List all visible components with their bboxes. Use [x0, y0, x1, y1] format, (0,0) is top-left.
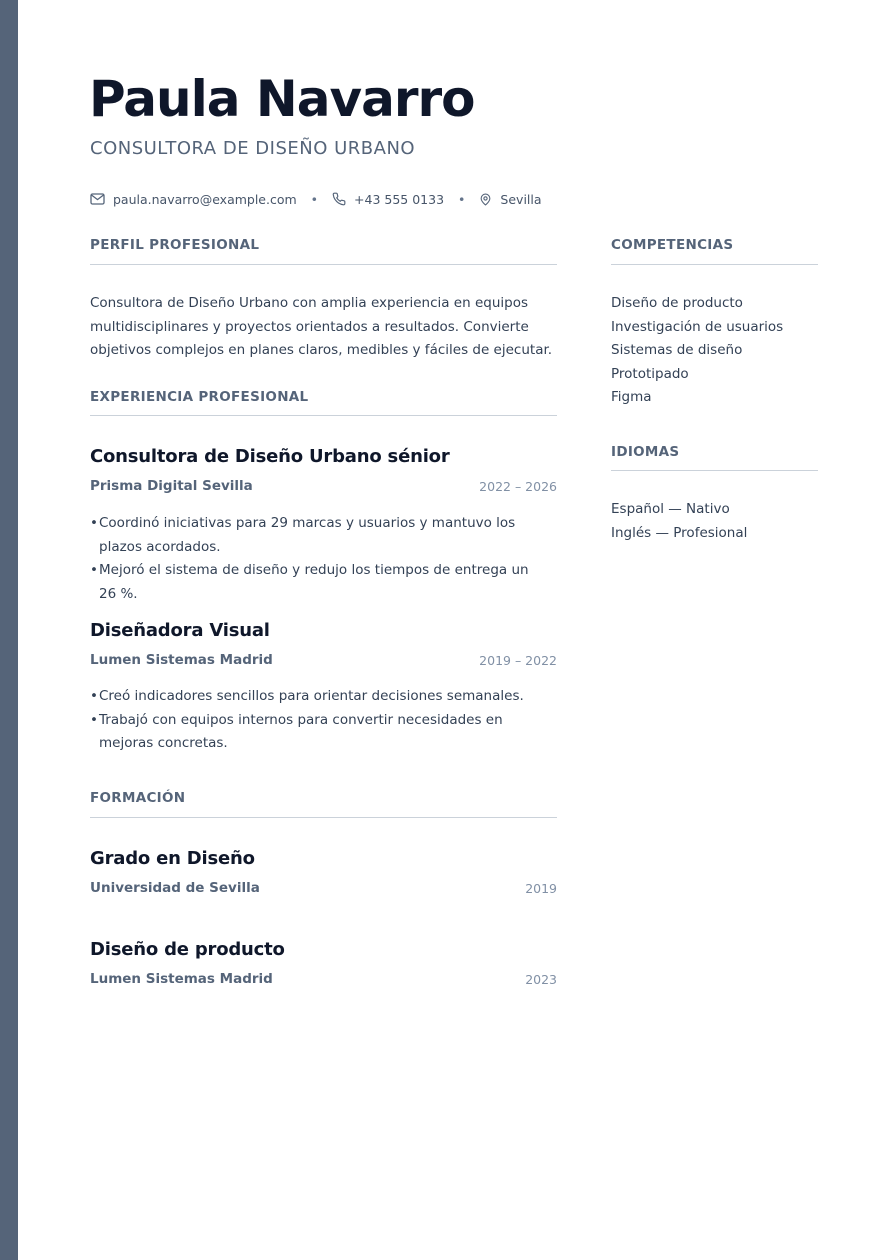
education-year: 2019	[525, 881, 557, 896]
location-text: Sevilla	[500, 191, 542, 207]
education-year: 2023	[525, 972, 557, 987]
skill-item: Figma	[611, 389, 652, 405]
phone-text: +43 555 0133	[354, 191, 445, 207]
job-company: Prisma Digital Sevilla	[90, 478, 253, 494]
section-title-experience: EXPERIENCIA PROFESIONAL	[90, 389, 309, 405]
languages-list	[611, 498, 747, 545]
contact-separator: •	[458, 191, 466, 207]
candidate-role: CONSULTORA DE DISEÑO URBANO	[90, 138, 416, 159]
skill-item: Sistemas de diseño	[611, 342, 743, 358]
skill-item: Investigación de usuarios	[611, 318, 784, 335]
mail-icon	[90, 193, 105, 205]
section-divider	[90, 415, 557, 416]
contact-line	[90, 190, 542, 208]
candidate-name: Paula Navarro	[89, 70, 475, 128]
language-item: Inglés — Profesional	[611, 524, 748, 541]
accent-sidebar-bar	[0, 0, 18, 1260]
job-title: Diseñadora Visual	[90, 620, 270, 641]
job-company: Lumen Sistemas Madrid	[90, 652, 273, 668]
section-title-education: FORMACIÓN	[90, 790, 186, 806]
section-title-languages: IDIOMAS	[611, 444, 680, 460]
education-degree: Diseño de producto	[90, 939, 285, 960]
job-bullet-list	[90, 685, 540, 756]
contact-separator: •	[310, 191, 319, 207]
job-title: Consultora de Diseño Urbano sénior	[90, 446, 450, 467]
job-bullet-list	[90, 512, 540, 606]
job-bullet: • Mejoró el sistema de diseño y redujo los tiempos de entrega un 26 %.	[90, 559, 540, 606]
section-title-profile: PERFIL PROFESIONAL	[90, 237, 260, 253]
contact-location	[479, 192, 541, 207]
profile-summary: Consultora de Diseño Urbano con amplia experiencia en equipos multidisciplinares y proyectos orientados a resultados. Convierte objetivos complejos en planes claros, medibles y fáciles de ejecutar.	[90, 295, 553, 358]
job-dates: 2022 – 2026	[479, 479, 557, 494]
email-text: paula.navarro@example.com	[113, 191, 297, 207]
education-degree: Grado en Diseño	[90, 848, 255, 869]
skill-item: Diseño de producto	[611, 295, 743, 311]
job-bullet: • Trabajó con equipos internos para convertir necesidades en mejoras concretas.	[90, 709, 540, 756]
job-dates: 2019 – 2022	[479, 653, 557, 668]
skill-item: Prototipado	[611, 365, 689, 382]
section-divider	[611, 470, 818, 471]
phone-icon	[332, 192, 346, 206]
language-item: Español — Nativo	[611, 501, 730, 517]
section-divider	[90, 817, 557, 818]
skills-list	[611, 292, 783, 410]
section-title-skills: COMPETENCIAS	[611, 237, 734, 253]
job-bullet: • Coordinó iniciativas para 29 marcas y usuarios y mantuvo los plazos acordados.	[90, 512, 540, 559]
education-institution: Lumen Sistemas Madrid	[90, 971, 273, 987]
map-pin-icon	[479, 192, 492, 207]
education-institution: Universidad de Sevilla	[90, 880, 260, 896]
job-bullet: • Creó indicadores sencillos para orientar decisiones semanales.	[90, 685, 540, 709]
section-divider	[90, 264, 557, 265]
contact-phone[interactable]	[332, 192, 444, 207]
contact-email[interactable]	[90, 192, 297, 207]
section-divider	[611, 264, 818, 265]
